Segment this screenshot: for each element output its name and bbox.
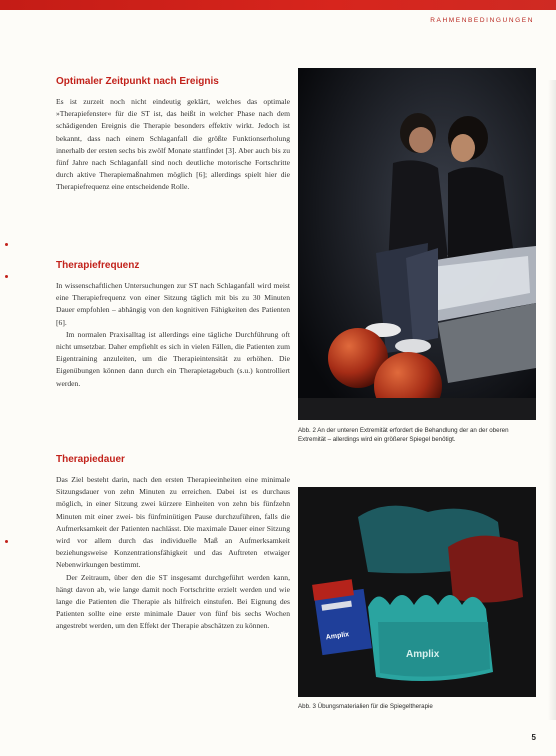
figure-photo-leg-therapy — [298, 68, 536, 420]
page-shadow — [548, 80, 556, 720]
section-optimal-time — [56, 76, 290, 194]
figure-caption: Abb. 2 An der unteren Extremität erfordert die Behandlung der an der oberen Extremität – allerdings wird ein größerer Spiegel benötigt. — [298, 427, 509, 443]
box-brand-label: Amplix — [325, 631, 350, 642]
body-paragraph: Das Ziel besteht darin, nach den ersten Therapieeinheiten eine minimale Sitzungsdauer von zehn Minuten zu erreichen. Dabei ist es durchaus möglich, in einer Sitzung zwei kürzere Einheiten von zehn bis fünfzehn Minuten mit einer zwei- bis fünfminütigen Pause durchzuführen, falls die Aufmerksamkeit der Patienten nachlässt. Die maximale Dauer einer Sitzung wird vor allem durch das individuelle Maß an Aufmerksamkeit beziehungsweise Konzentrationsfähigkeit und das Auftreten etwaiger Nebenwirkungen bestimmt. — [56, 475, 290, 570]
materials-illustration — [298, 487, 536, 697]
margin-marker — [5, 540, 8, 543]
section-frequency — [56, 260, 290, 390]
body-paragraph: In wissenschaftlichen Untersuchungen zur ST nach Schlaganfall wird meist eine Therapiefrequenz von einer Sitzung täglich mit bis zu 30 Minuten Dauer empfohlen – abhängig von den kognitiven Fähigkeiten des Patienten [6]. — [56, 281, 290, 327]
section-heading: Optimaler Zeitpunkt nach Ereignis — [56, 76, 219, 87]
margin-marker — [5, 243, 8, 246]
body-paragraph: Es ist zurzeit noch nicht eindeutig geklärt, welches das optimale »Therapiefenster« für die ST ist, das heißt in welcher Phase nach dem schädigenden Ereignis die Therapie besonders effektiv wirkt. Jedoch ist bekannt, dass nach einem Schlaganfall die größte Funktionserholung innerhalb der ersten sechs bis zwölf Monate stattfindet [3]. Aber auch bis zu fünf Jahre nach Schlaganfall sind noch deutliche motorische Fortschritte durch aktive Therapiemaßnahmen möglich [6]; allerdings spielt hier die Therapiefrequenz eine entscheidende Rolle. — [56, 97, 290, 192]
section-duration — [56, 454, 290, 633]
section-heading: Therapiedauer — [56, 454, 125, 465]
running-head: RAHMENBEDINGUNGEN — [430, 17, 534, 24]
figure-caption: Abb. 3 Übungsmaterialien für die Spiegeltherapie — [298, 703, 433, 710]
figure-photo-materials — [298, 487, 536, 697]
header-color-band — [0, 0, 556, 10]
margin-marker — [5, 275, 8, 278]
brand-label: Amplix — [406, 649, 440, 660]
section-heading: Therapiefrequenz — [56, 260, 140, 271]
body-paragraph: Im normalen Praxisalltag ist allerdings eine tägliche Durchführung oft nicht umsetzbar. Daher empfiehlt es sich in vielen Fällen, die Patienten zum Eigentraining anzuleiten, um die Therapieintensität zu erhöhen. Die Eigenübungen können dann durch ein Therapietagebuch (s.u.) kontrolliert werden. — [56, 329, 290, 388]
leg-therapy-illustration — [298, 68, 536, 420]
page-number: 5 — [531, 733, 536, 742]
body-paragraph: Der Zeitraum, über den die ST insgesamt durchgeführt werden kann, hängt davon ab, wie lange damit noch Fortschritte erzielt werden und wie lange die Patienten die Therapie als hilfreich einstufen. Bei Eignung des Patienten sollte eine erste minimale Dauer von fünf bis sechs Wochen angestrebt werden, um den Effekt der Therapie abschätzen zu können. — [56, 572, 290, 631]
